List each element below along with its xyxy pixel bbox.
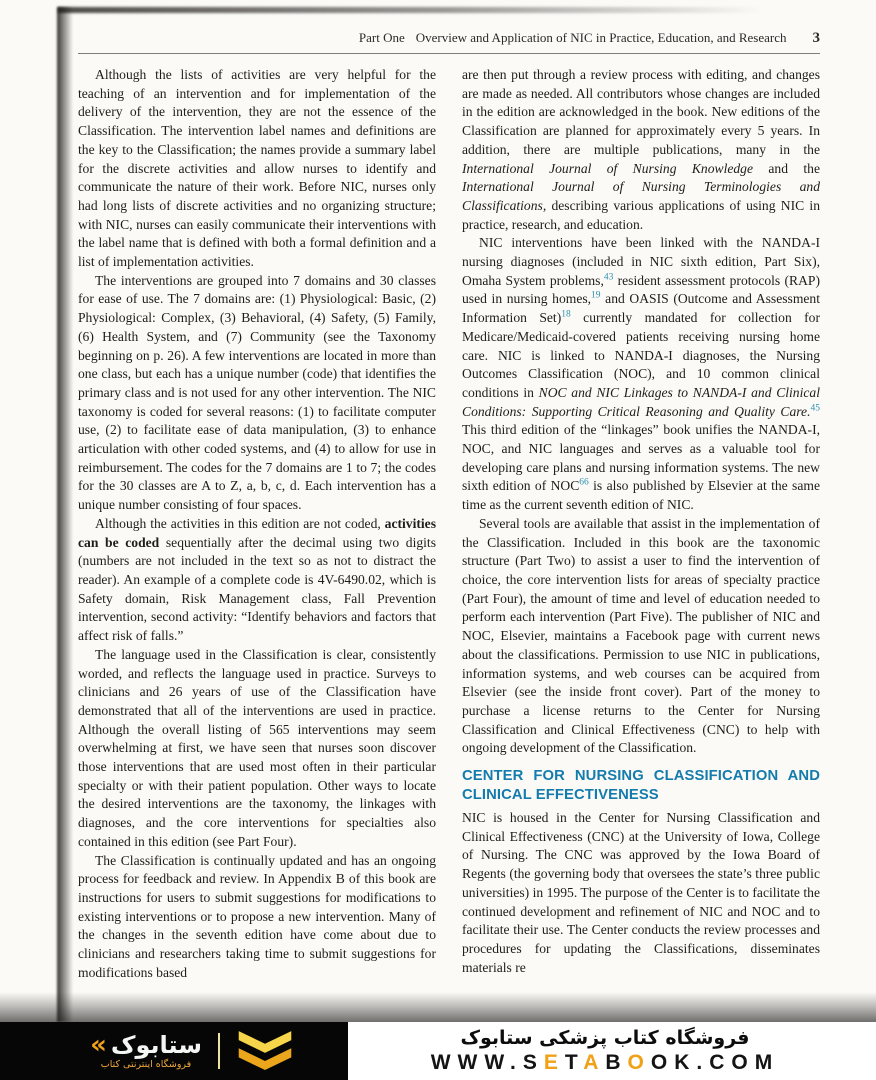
logo-divider [218, 1033, 220, 1069]
part-label: Part One [358, 30, 405, 45]
chevron-emblem-icon [236, 1030, 294, 1072]
setabook-logo [90, 1029, 202, 1071]
website-letter: O [650, 1051, 675, 1074]
text-segment: The interventions are grouped into 7 domains and 30 classes for ease of use. The 7 domains are: (1) Physiological: Basic, (2) Physiological: Complex, (3) Behavioral, (4) Safety, (5) Family, (6) Health System, and (7) Community (see the Taxonomy beginning on p. 26). A few interventions are located in more than one class, but each has a unique number (code) that identifies the primary class and is not used for any other intervention. The NIC taxonomy is coded for several reasons: (1) to facilitate computer use, (2) to facilitate ease of data manipulation, (3) to enhance articulation with other coded systems, and (4) to allow for use in reimbursement. The codes for the 7 domains are 1 to 7; the codes for the 30 classes are A to Z, a, b, c, d. Each intervention has a unique number consisting of four spaces. [78, 272, 436, 513]
website-letter: O [731, 1051, 755, 1074]
scan-shadow-top [58, 7, 763, 13]
text-segment: International Journal of Nursing Terminologies and Classifications, [462, 179, 820, 213]
text-segment: The language used in the Classification is clear, consistently worded, and reflects the language used in practice. Surveys to clinicians and 26 years of use of the Classification have demonstrated that all of the interventions are used in practice. Although the overall listing of 565 interventions may seem overwhelming at first, we have seen that nurses soon discover those interventions that are used most often in their particular specialty or with their patient population. Other ways to locate the desired interventions are the taxonomy, the linkages with diagnoses, and the core interventions for specialties also contained in this edition (see Part Four). [78, 646, 436, 849]
website-letter: W [484, 1051, 511, 1074]
paragraph [462, 515, 820, 758]
text-segment: sequentially after the decimal using two digits (numbers are not included in the text so as not to distract the reader). An example of a complete code is 4V-6490.02, which is Safety domain, Risk Management class, Fall Prevention intervention, second activity: “Identify behaviors and factors that affect risk of falls.” [78, 534, 436, 644]
paragraph [462, 809, 820, 977]
double-chevron-left-icon: « [90, 1029, 107, 1060]
section-heading: CENTER FOR NURSING CLASSIFICATION AND CLINICAL EFFECTIVENESS [462, 768, 820, 803]
website-letter: W [457, 1051, 485, 1074]
logo-row [90, 1029, 202, 1060]
header-title: Overview and Application of NIC in Practice, Education, and Research [415, 30, 787, 45]
text-segment: This third edition of the “linkages” book unifies the NANDA-I, NOC, and NIC languages and serves as a valuable tool for developing care plans and nursing information systems. The new sixth edition of NOC [462, 422, 820, 494]
page-header [78, 30, 820, 47]
reference-superscript: 19 [591, 290, 601, 301]
text-segment: resident assessment protocols (RAP) used in nursing homes, [462, 272, 820, 307]
website-url [431, 1051, 780, 1075]
paragraph [78, 852, 436, 983]
text-segment: The Classification is continually updated and has an ongoing process for feedback and review. In Appendix B of this book are instructions for users to submit suggestions for modifications to existing interventions or to propose a new intervention. Many of the changes in the seventh edition have come about due to clinicians and researchers taking time to submit suggestions for modifications based [78, 852, 436, 980]
text-segment: NOC and NIC Linkages to NANDA-I and Clinical Conditions: Supporting Critical Reasoning and Quality Care. [462, 384, 820, 419]
text-segment: currently mandated for collection for Medicare/Medicaid-covered patients receiving nursing home care. NIC is linked to NANDA-I diagnoses, the Nursing Outcomes Classification (NOC), and 10 common clinical conditions in [462, 310, 820, 400]
website-letter: S [522, 1051, 544, 1074]
website-letter: A [583, 1051, 606, 1074]
text-segment: NIC is housed in the Center for Nursing Classification and Clinical Effectiveness (CNC) at the University of Iowa, College of Nursing. The CNC was approved by the Iowa Board of Regents (the governing body that oversees the state’s three public universities) in 1995. The purpose of the Center is to facilitate the continued development and refinement of NIC and NOC and to facilitate their use. The Center conducts the review processes and procedures for updating the Classifications, disseminates materials re [462, 810, 820, 975]
page-number: 3 [812, 30, 820, 46]
text-segment: and the [753, 160, 820, 176]
website-letter: C [709, 1051, 732, 1074]
footer-logo-panel [0, 1022, 348, 1080]
scan-shadow-left [57, 7, 73, 1022]
two-column-content [78, 66, 820, 1022]
website-letter: B [605, 1051, 628, 1074]
footer-banner [0, 1022, 876, 1080]
website-letter: M [754, 1051, 780, 1074]
website-letter: W [430, 1051, 458, 1074]
reference-superscript: 18 [561, 309, 571, 320]
logo-subtitle: فروشگاه اینترنتی کتاب [100, 1059, 192, 1071]
reference-superscript: 45 [810, 403, 820, 414]
text-segment: Although the activities in this edition are not coded, [95, 515, 385, 531]
paragraph [78, 66, 436, 272]
website-letter: . [510, 1051, 523, 1074]
header-rule [78, 53, 820, 54]
paragraph [78, 646, 436, 852]
text-segment: NIC interventions have been linked with the NANDA-I nursing diagnoses (included in NIC sixth edition, Part Six), Omaha System problems, [462, 235, 820, 288]
paragraph [78, 515, 436, 646]
paragraph [462, 234, 820, 515]
left-column [78, 66, 436, 1022]
website-letter: T [564, 1051, 584, 1074]
paragraph [78, 272, 436, 515]
reference-superscript: 66 [579, 477, 589, 488]
text-segment: International Journal of Nursing Knowledge [462, 160, 754, 176]
website-letter: . [696, 1051, 710, 1074]
text-segment: describing various applications of using NIC in practice, research, and education. [462, 197, 820, 232]
text-segment: activities can be coded [78, 515, 436, 550]
footer-text-panel [348, 1022, 876, 1080]
website-letter: E [543, 1051, 565, 1074]
website-letter: O [627, 1051, 651, 1074]
logo-wordmark: ستابوک [110, 1030, 202, 1059]
text-segment: and OASIS (Outcome and Assessment Information Set) [462, 291, 820, 326]
right-column [462, 66, 820, 1022]
reference-superscript: 43 [603, 272, 614, 283]
text-segment: Although the lists of activities are very helpful for the teaching of an intervention and for implementation of the delivery of the intervention, they are not the essence of the Classification. The intervention label names and definitions are the key to the Classification; the names provide a summary label for the discrete activities and allow nurses to identify and communicate the nature of their work. Before NIC, nurses only had long lists of discrete activities and no organizing structure; with NIC, nurses can easily communicate their interventions with the label name that is defined with both a formal definition and a list of implementation activities. [78, 67, 436, 270]
text-segment: are then put through a review process with editing, and changes are made as needed. All contributors whose changes are included in the edition are acknowledged in the book. New editions of the Classification are planned for approximately every 5 years. In addition, there are multiple publications, many in the [462, 67, 820, 157]
website-letter: K [674, 1051, 697, 1074]
footer-tagline: فروشگاه کتاب پزشکی ستابوک [460, 1027, 750, 1049]
paragraph [462, 66, 820, 234]
text-segment: is also published by Elsevier at the same time as the current seventh edition of NIC. [462, 478, 820, 513]
text-segment: Several tools are available that assist in the implementation of the Classification. Included in this book are the taxonomic structure (Part Two) to assist a user to find the intervention of choice, the core intervention lists for areas of specialty practice (Part Four), the amount of time and level of education needed to perform each intervention (Part Five). The publisher of NIC and NOC, Elsevier, maintains a Facebook page with current news about the classifications. Permission to use NIC in publications, information systems, and web courses can be acquired from Elsevier (see the inside front cover). Part of the money to purchase a license returns to the Center for Nursing Classification and Clinical Effectiveness (CNC) to help with ongoing development of the Classification. [462, 515, 820, 756]
